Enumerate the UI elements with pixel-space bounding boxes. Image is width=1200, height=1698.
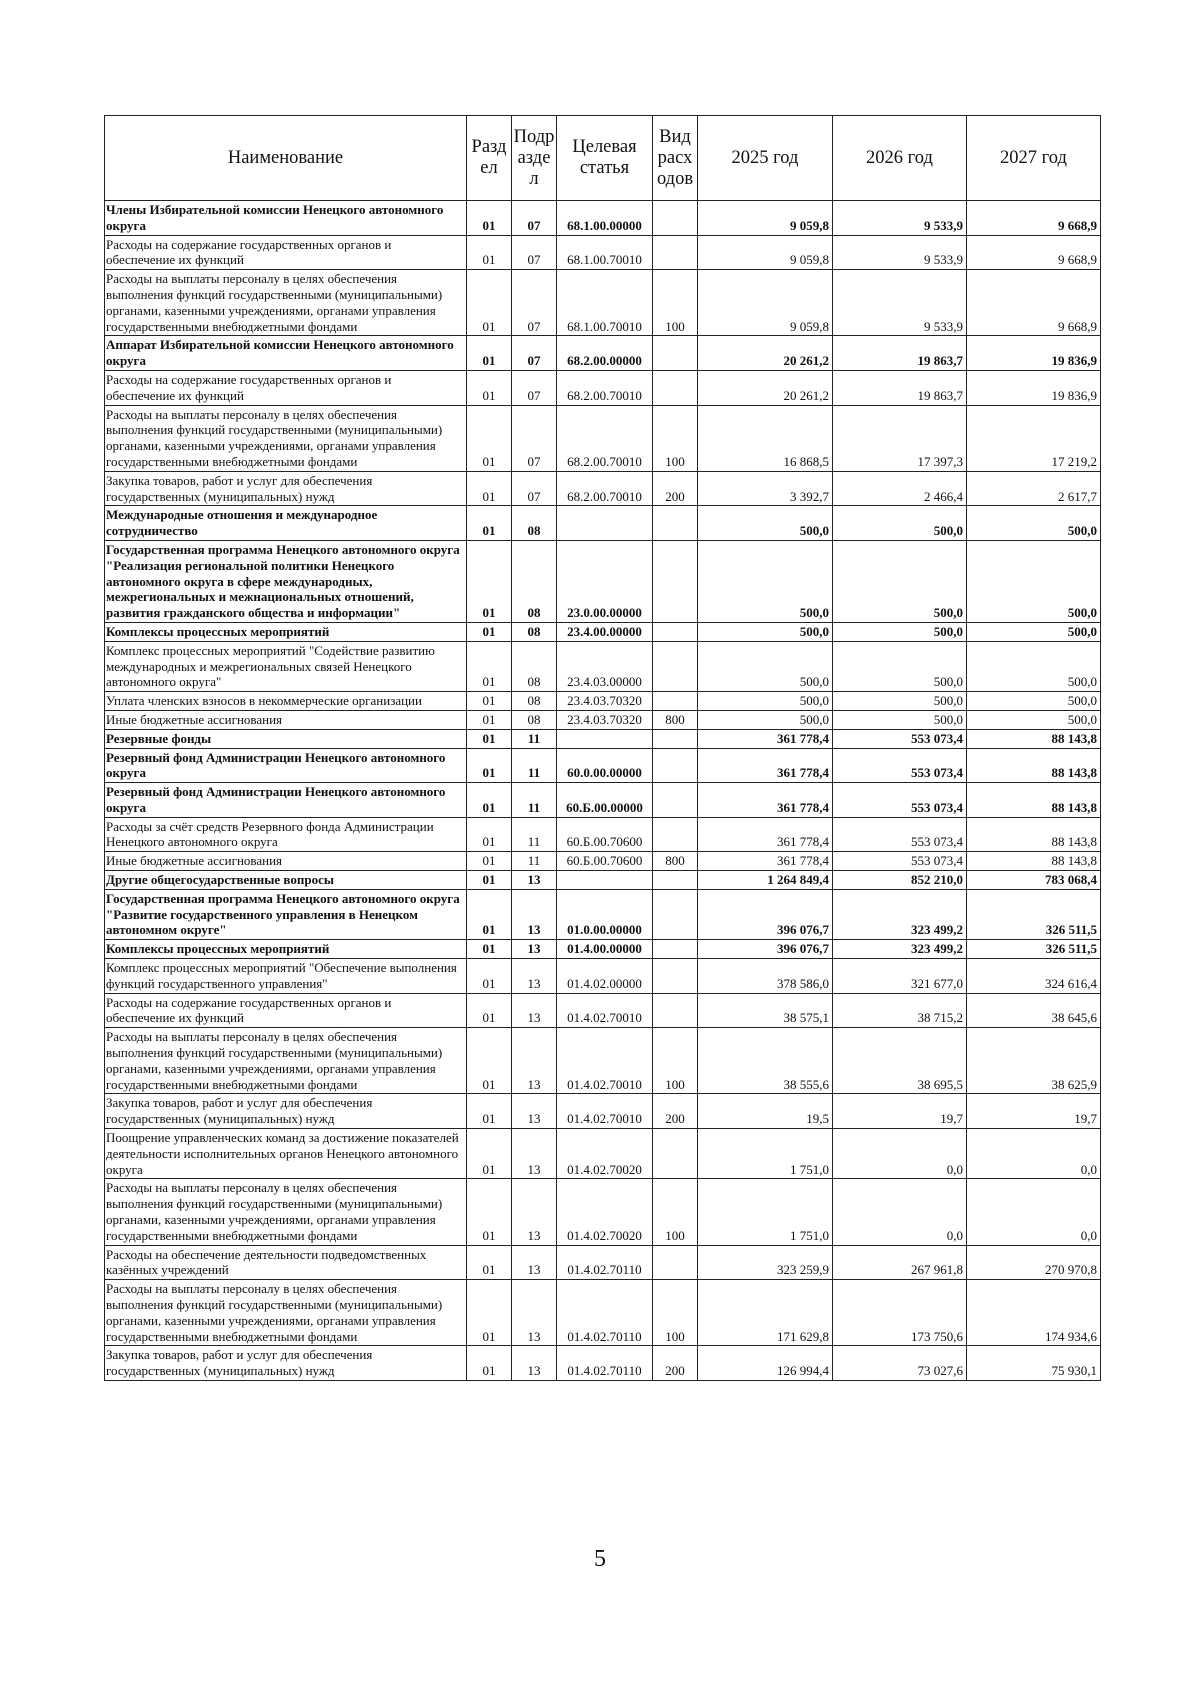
table-row [105, 852, 1101, 871]
row-expense-type: 100 [653, 1280, 698, 1346]
row-value-2026: 267 961,8 [833, 1245, 967, 1280]
table-row [105, 1094, 1101, 1129]
row-value-2027: 2 617,7 [967, 471, 1101, 506]
row-subsection: 13 [512, 889, 557, 939]
row-subsection: 13 [512, 993, 557, 1028]
row-target [557, 729, 653, 748]
row-value-2026: 17 397,3 [833, 405, 967, 471]
row-value-2025: 396 076,7 [698, 940, 833, 959]
row-value-2027: 19,7 [967, 1094, 1101, 1129]
budget-sheet [104, 115, 1100, 1381]
row-section: 01 [467, 1129, 512, 1179]
table-row [105, 336, 1101, 371]
row-expense-type: 800 [653, 710, 698, 729]
table-row [105, 270, 1101, 336]
row-expense-type: 100 [653, 270, 698, 336]
row-value-2025: 500,0 [698, 710, 833, 729]
row-subsection: 13 [512, 1094, 557, 1129]
row-value-2027: 19 836,9 [967, 370, 1101, 405]
row-name: Резервный фонд Администрации Ненецкого автономного округа [105, 748, 467, 783]
row-value-2026: 500,0 [833, 506, 967, 541]
table-row [105, 1129, 1101, 1179]
row-value-2025: 500,0 [698, 540, 833, 622]
table-row [105, 622, 1101, 641]
row-section: 01 [467, 710, 512, 729]
row-value-2027: 270 970,8 [967, 1245, 1101, 1280]
row-value-2025: 500,0 [698, 506, 833, 541]
row-value-2027: 88 143,8 [967, 817, 1101, 852]
table-row [105, 1346, 1101, 1381]
row-subsection: 07 [512, 270, 557, 336]
row-subsection: 11 [512, 852, 557, 871]
row-value-2027: 500,0 [967, 710, 1101, 729]
row-value-2027: 38 645,6 [967, 993, 1101, 1028]
row-section: 01 [467, 1179, 512, 1245]
row-value-2026: 553 073,4 [833, 783, 967, 818]
row-value-2026: 553 073,4 [833, 748, 967, 783]
row-section: 01 [467, 641, 512, 691]
row-target: 68.2.00.70010 [557, 405, 653, 471]
row-expense-type [653, 201, 698, 236]
row-value-2026: 500,0 [833, 710, 967, 729]
row-value-2026: 0,0 [833, 1129, 967, 1179]
row-value-2025: 361 778,4 [698, 748, 833, 783]
row-target: 60.0.00.00000 [557, 748, 653, 783]
row-name: Международные отношения и международное сотрудничество [105, 506, 467, 541]
row-subsection: 07 [512, 235, 557, 270]
row-expense-type [653, 540, 698, 622]
row-value-2027: 500,0 [967, 641, 1101, 691]
row-value-2026: 19,7 [833, 1094, 967, 1129]
row-name: Расходы на выплаты персоналу в целях обеспечения выполнения функций государственными (муниципальными) органами, казенными учреждениями, органами управления государственными внебюджетными фондами [105, 270, 467, 336]
table-row [105, 710, 1101, 729]
row-value-2026: 73 027,6 [833, 1346, 967, 1381]
row-target: 23.4.03.70320 [557, 692, 653, 711]
row-expense-type [653, 889, 698, 939]
row-name: Другие общегосударственные вопросы [105, 871, 467, 890]
page-number: 5 [594, 1546, 606, 1572]
row-subsection: 08 [512, 622, 557, 641]
row-value-2025: 171 629,8 [698, 1280, 833, 1346]
row-section: 01 [467, 1245, 512, 1280]
row-section: 01 [467, 1346, 512, 1381]
row-section: 01 [467, 748, 512, 783]
row-target: 01.4.02.70110 [557, 1245, 653, 1280]
row-name: Расходы на выплаты персоналу в целях обеспечения выполнения функций государственными (муниципальными) органами, казенными учреждениями, органами управления государственными внебюджетными фондами [105, 1179, 467, 1245]
row-expense-type [653, 506, 698, 541]
row-subsection: 07 [512, 336, 557, 371]
row-value-2027: 88 143,8 [967, 748, 1101, 783]
row-expense-type [653, 370, 698, 405]
row-value-2027: 88 143,8 [967, 852, 1101, 871]
row-section: 01 [467, 993, 512, 1028]
row-value-2026: 553 073,4 [833, 852, 967, 871]
row-value-2025: 126 994,4 [698, 1346, 833, 1381]
row-expense-type [653, 729, 698, 748]
row-target: 01.4.02.70110 [557, 1346, 653, 1381]
table-row [105, 1179, 1101, 1245]
row-target: 01.0.00.00000 [557, 889, 653, 939]
table-row [105, 1028, 1101, 1094]
row-value-2025: 500,0 [698, 692, 833, 711]
row-value-2026: 38 715,2 [833, 993, 967, 1028]
row-section: 01 [467, 405, 512, 471]
row-value-2026: 852 210,0 [833, 871, 967, 890]
row-expense-type: 100 [653, 405, 698, 471]
row-target: 68.2.00.70010 [557, 370, 653, 405]
row-target: 01.4.02.00000 [557, 959, 653, 994]
row-subsection: 11 [512, 817, 557, 852]
row-expense-type [653, 235, 698, 270]
row-name: Государственная программа Ненецкого автономного округа "Развитие государственного управления в Ненецком автономном округе" [105, 889, 467, 939]
row-expense-type [653, 336, 698, 371]
table-row [105, 940, 1101, 959]
row-name: Расходы на выплаты персоналу в целях обеспечения выполнения функций государственными (муниципальными) органами, казенными учреждениями, органами управления государственными внебюджетными фондами [105, 1280, 467, 1346]
row-expense-type: 200 [653, 1094, 698, 1129]
row-name: Государственная программа Ненецкого автономного округа "Реализация региональной политики Ненецкого автономного округа в сфере международных, межрегиональных и межнациональных отношений, развития гражданского общества и информации" [105, 540, 467, 622]
row-value-2027: 0,0 [967, 1179, 1101, 1245]
row-target: 01.4.02.70020 [557, 1129, 653, 1179]
row-value-2027: 0,0 [967, 1129, 1101, 1179]
row-subsection: 08 [512, 692, 557, 711]
row-target: 68.1.00.70010 [557, 270, 653, 336]
row-target: 60.Б.00.70600 [557, 817, 653, 852]
table-row [105, 540, 1101, 622]
row-subsection: 11 [512, 783, 557, 818]
row-section: 01 [467, 370, 512, 405]
table-body [105, 201, 1101, 1381]
row-section: 01 [467, 270, 512, 336]
row-value-2027: 9 668,9 [967, 201, 1101, 236]
row-value-2025: 396 076,7 [698, 889, 833, 939]
row-value-2027: 500,0 [967, 622, 1101, 641]
row-value-2026: 323 499,2 [833, 940, 967, 959]
row-name: Расходы на обеспечение деятельности подведомственных казённых учреждений [105, 1245, 467, 1280]
row-value-2027: 326 511,5 [967, 940, 1101, 959]
row-value-2026: 19 863,7 [833, 336, 967, 371]
row-expense-type [653, 692, 698, 711]
row-expense-type [653, 748, 698, 783]
row-name: Расходы на выплаты персоналу в целях обеспечения выполнения функций государственными (муниципальными) органами, казенными учреждениями, органами управления государственными внебюджетными фондами [105, 1028, 467, 1094]
row-section: 01 [467, 1280, 512, 1346]
row-value-2025: 361 778,4 [698, 783, 833, 818]
row-value-2025: 16 868,5 [698, 405, 833, 471]
row-section: 01 [467, 959, 512, 994]
row-section: 01 [467, 729, 512, 748]
table-row [105, 1280, 1101, 1346]
row-expense-type: 200 [653, 471, 698, 506]
row-value-2026: 173 750,6 [833, 1280, 967, 1346]
table-row [105, 729, 1101, 748]
table-row [105, 783, 1101, 818]
row-value-2025: 9 059,8 [698, 270, 833, 336]
row-value-2027: 500,0 [967, 692, 1101, 711]
row-value-2025: 361 778,4 [698, 817, 833, 852]
row-name: Уплата членских взносов в некоммерческие организации [105, 692, 467, 711]
row-section: 01 [467, 692, 512, 711]
row-subsection: 13 [512, 1129, 557, 1179]
row-section: 01 [467, 235, 512, 270]
row-section: 01 [467, 201, 512, 236]
row-target: 68.1.00.00000 [557, 201, 653, 236]
row-name: Расходы на выплаты персоналу в целях обеспечения выполнения функций государственными (муниципальными) органами, казенными учреждениями, органами управления государственными внебюджетными фондами [105, 405, 467, 471]
row-section: 01 [467, 506, 512, 541]
table-row [105, 692, 1101, 711]
row-section: 01 [467, 336, 512, 371]
row-value-2026: 500,0 [833, 540, 967, 622]
row-name: Резервный фонд Администрации Ненецкого автономного округа [105, 783, 467, 818]
row-value-2027: 9 668,9 [967, 270, 1101, 336]
row-value-2027: 88 143,8 [967, 729, 1101, 748]
table-row [105, 201, 1101, 236]
row-subsection: 13 [512, 1245, 557, 1280]
table-row [105, 993, 1101, 1028]
row-value-2025: 500,0 [698, 641, 833, 691]
row-name: Члены Избирательной комиссии Ненецкого автономного округа [105, 201, 467, 236]
row-value-2026: 500,0 [833, 641, 967, 691]
row-value-2027: 17 219,2 [967, 405, 1101, 471]
table-row [105, 506, 1101, 541]
row-value-2026: 38 695,5 [833, 1028, 967, 1094]
row-value-2026: 500,0 [833, 622, 967, 641]
row-expense-type [653, 871, 698, 890]
table-row [105, 641, 1101, 691]
row-expense-type [653, 817, 698, 852]
row-section: 01 [467, 940, 512, 959]
row-value-2026: 500,0 [833, 692, 967, 711]
row-section: 01 [467, 1094, 512, 1129]
row-name: Комплекс процессных мероприятий "Обеспечение выполнения функций государственного управления" [105, 959, 467, 994]
budget-table [104, 115, 1101, 1381]
table-row [105, 1245, 1101, 1280]
row-value-2027: 75 930,1 [967, 1346, 1101, 1381]
row-name: Расходы на содержание государственных органов и обеспечение их функций [105, 993, 467, 1028]
table-row [105, 235, 1101, 270]
header-type: Вид расх одов [653, 116, 698, 201]
row-target [557, 506, 653, 541]
row-value-2025: 3 392,7 [698, 471, 833, 506]
row-value-2026: 321 677,0 [833, 959, 967, 994]
row-name: Иные бюджетные ассигнования [105, 852, 467, 871]
row-name: Комплексы процессных мероприятий [105, 940, 467, 959]
row-value-2026: 9 533,9 [833, 201, 967, 236]
row-target: 01.4.00.00000 [557, 940, 653, 959]
row-value-2025: 20 261,2 [698, 336, 833, 371]
row-subsection: 13 [512, 1280, 557, 1346]
row-value-2026: 553 073,4 [833, 729, 967, 748]
row-value-2025: 361 778,4 [698, 852, 833, 871]
row-target: 23.4.00.00000 [557, 622, 653, 641]
row-value-2025: 9 059,8 [698, 201, 833, 236]
row-expense-type: 200 [653, 1346, 698, 1381]
row-value-2026: 19 863,7 [833, 370, 967, 405]
row-value-2026: 0,0 [833, 1179, 967, 1245]
table-row [105, 871, 1101, 890]
row-target: 68.2.00.00000 [557, 336, 653, 371]
header-2025: 2025 год [698, 116, 833, 201]
row-expense-type: 100 [653, 1028, 698, 1094]
row-value-2026: 9 533,9 [833, 270, 967, 336]
table-header [105, 116, 1101, 201]
header-2027: 2027 год [967, 116, 1101, 201]
table-row [105, 959, 1101, 994]
row-value-2025: 500,0 [698, 622, 833, 641]
table-row [105, 405, 1101, 471]
row-value-2027: 500,0 [967, 506, 1101, 541]
row-value-2027: 9 668,9 [967, 235, 1101, 270]
row-value-2025: 378 586,0 [698, 959, 833, 994]
row-value-2027: 783 068,4 [967, 871, 1101, 890]
row-value-2027: 88 143,8 [967, 783, 1101, 818]
row-value-2027: 174 934,6 [967, 1280, 1101, 1346]
row-target: 68.2.00.70010 [557, 471, 653, 506]
row-subsection: 07 [512, 471, 557, 506]
table-row [105, 817, 1101, 852]
row-target: 68.1.00.70010 [557, 235, 653, 270]
row-value-2026: 553 073,4 [833, 817, 967, 852]
row-value-2025: 9 059,8 [698, 235, 833, 270]
row-value-2026: 323 499,2 [833, 889, 967, 939]
row-target: 01.4.02.70020 [557, 1179, 653, 1245]
row-subsection: 11 [512, 748, 557, 783]
table-row [105, 889, 1101, 939]
table-row [105, 370, 1101, 405]
row-target: 01.4.02.70010 [557, 1094, 653, 1129]
row-expense-type [653, 641, 698, 691]
row-expense-type [653, 783, 698, 818]
row-name: Аппарат Избирательной комиссии Ненецкого автономного округа [105, 336, 467, 371]
row-name: Комплексы процессных мероприятий [105, 622, 467, 641]
row-section: 01 [467, 817, 512, 852]
row-subsection: 07 [512, 405, 557, 471]
row-target: 60.Б.00.70600 [557, 852, 653, 871]
row-name: Закупка товаров, работ и услуг для обеспечения государственных (муниципальных) нужд [105, 1346, 467, 1381]
row-section: 01 [467, 889, 512, 939]
row-value-2025: 1 751,0 [698, 1129, 833, 1179]
row-name: Расходы на содержание государственных органов и обеспечение их функций [105, 370, 467, 405]
row-target: 01.4.02.70110 [557, 1280, 653, 1346]
row-section: 01 [467, 1028, 512, 1094]
row-name: Расходы за счёт средств Резервного фонда Администрации Ненецкого автономного округа [105, 817, 467, 852]
table-row [105, 748, 1101, 783]
row-subsection: 11 [512, 729, 557, 748]
row-section: 01 [467, 471, 512, 506]
row-target: 23.4.03.00000 [557, 641, 653, 691]
row-expense-type: 100 [653, 1179, 698, 1245]
row-subsection: 13 [512, 1346, 557, 1381]
row-expense-type [653, 940, 698, 959]
row-value-2027: 19 836,9 [967, 336, 1101, 371]
row-section: 01 [467, 540, 512, 622]
row-expense-type [653, 1129, 698, 1179]
row-target: 23.4.03.70320 [557, 710, 653, 729]
row-value-2025: 38 575,1 [698, 993, 833, 1028]
row-name: Расходы на содержание государственных органов и обеспечение их функций [105, 235, 467, 270]
row-value-2027: 38 625,9 [967, 1028, 1101, 1094]
row-section: 01 [467, 852, 512, 871]
row-value-2026: 2 466,4 [833, 471, 967, 506]
row-name: Закупка товаров, работ и услуг для обеспечения государственных (муниципальных) нужд [105, 471, 467, 506]
header-target: Целевая статья [557, 116, 653, 201]
row-value-2025: 20 261,2 [698, 370, 833, 405]
row-value-2026: 9 533,9 [833, 235, 967, 270]
row-subsection: 13 [512, 959, 557, 994]
row-name: Комплекс процессных мероприятий "Содействие развитию международных и межрегиональных связей Ненецкого автономного округа" [105, 641, 467, 691]
row-expense-type [653, 959, 698, 994]
row-subsection: 13 [512, 940, 557, 959]
row-value-2025: 323 259,9 [698, 1245, 833, 1280]
row-subsection: 13 [512, 1179, 557, 1245]
row-subsection: 07 [512, 370, 557, 405]
row-target: 23.0.00.00000 [557, 540, 653, 622]
row-subsection: 13 [512, 1028, 557, 1094]
row-value-2025: 38 555,6 [698, 1028, 833, 1094]
row-subsection: 08 [512, 710, 557, 729]
row-expense-type [653, 622, 698, 641]
row-section: 01 [467, 783, 512, 818]
header-name: Наименование [105, 116, 467, 201]
row-name: Поощрение управленческих команд за достижение показателей деятельности исполнительных органов Ненецкого автономного округа [105, 1129, 467, 1179]
row-expense-type [653, 1245, 698, 1280]
row-name: Резервные фонды [105, 729, 467, 748]
header-subsection: Подр азде л [512, 116, 557, 201]
row-section: 01 [467, 871, 512, 890]
row-expense-type: 800 [653, 852, 698, 871]
row-target: 60.Б.00.00000 [557, 783, 653, 818]
row-value-2027: 324 616,4 [967, 959, 1101, 994]
header-section: Разд ел [467, 116, 512, 201]
row-section: 01 [467, 622, 512, 641]
row-name: Иные бюджетные ассигнования [105, 710, 467, 729]
row-value-2025: 19,5 [698, 1094, 833, 1129]
table-row [105, 471, 1101, 506]
row-value-2027: 500,0 [967, 540, 1101, 622]
row-subsection: 08 [512, 641, 557, 691]
row-subsection: 08 [512, 506, 557, 541]
row-subsection: 13 [512, 871, 557, 890]
row-value-2025: 361 778,4 [698, 729, 833, 748]
row-target: 01.4.02.70010 [557, 993, 653, 1028]
row-target [557, 871, 653, 890]
row-value-2025: 1 751,0 [698, 1179, 833, 1245]
row-subsection: 08 [512, 540, 557, 622]
row-value-2027: 326 511,5 [967, 889, 1101, 939]
row-target: 01.4.02.70010 [557, 1028, 653, 1094]
header-2026: 2026 год [833, 116, 967, 201]
row-subsection: 07 [512, 201, 557, 236]
row-value-2025: 1 264 849,4 [698, 871, 833, 890]
row-name: Закупка товаров, работ и услуг для обеспечения государственных (муниципальных) нужд [105, 1094, 467, 1129]
row-expense-type [653, 993, 698, 1028]
